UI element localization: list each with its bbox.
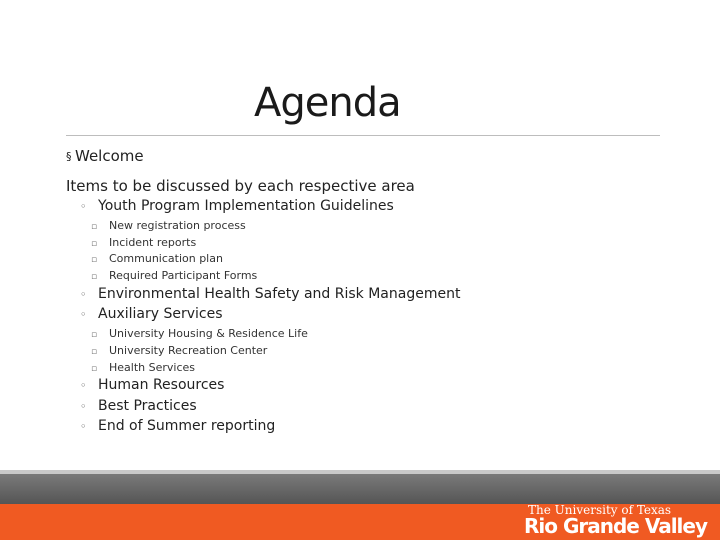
logo-line-campus: Rio Grande Valley: [524, 514, 708, 538]
title-divider: [66, 135, 660, 136]
agenda-item-best-practices: [80, 398, 197, 414]
bullet-icon: ◦: [80, 308, 87, 321]
bullet-icon: ◦: [80, 379, 87, 392]
intro-text: Items to be discussed by each respective area: [66, 177, 415, 195]
bullet-icon: ◦: [80, 420, 87, 433]
sub-item-health: [91, 361, 195, 374]
sub-bullet-icon: ▫: [91, 330, 98, 340]
sub-item-incident: [91, 236, 196, 249]
sub-bullet-icon: ▫: [91, 239, 98, 249]
sub-item-housing: [91, 327, 308, 340]
sub-item-communication: [91, 252, 223, 265]
sub-item-label: Communication plan: [109, 252, 223, 265]
agenda-item-hr: [80, 377, 224, 393]
agenda-item-label: Auxiliary Services: [98, 306, 223, 322]
bullet-icon: ◦: [80, 400, 87, 413]
agenda-item-label: Youth Program Implementation Guidelines: [98, 198, 394, 214]
agenda-item-label: Environmental Health Safety and Risk Management: [98, 286, 461, 302]
sub-item-label: Health Services: [109, 361, 196, 374]
slide-title: Agenda: [254, 80, 401, 126]
sub-item-label: University Housing & Residence Life: [109, 327, 308, 340]
sub-item-forms: [91, 269, 257, 282]
sub-item-recreation: [91, 344, 267, 357]
agenda-item-label: Human Resources: [98, 377, 225, 393]
sub-item-label: New registration process: [109, 219, 246, 232]
bullet-icon: ◦: [80, 288, 87, 301]
agenda-item-label: End of Summer reporting: [98, 418, 276, 434]
sub-bullet-icon: ▫: [91, 222, 98, 232]
agenda-item-label: Best Practices: [98, 398, 197, 414]
sub-bullet-icon: ▫: [91, 347, 98, 357]
logo-line-university: The University of Texas: [528, 503, 672, 517]
sub-bullet-icon: ▫: [91, 364, 98, 374]
sub-bullet-icon: ▫: [91, 272, 98, 282]
agenda-item-youth: [80, 198, 394, 214]
utrgv-logo: [520, 500, 720, 540]
section-bullet-icon: §: [66, 150, 72, 163]
welcome-item: [66, 147, 144, 165]
sub-item-label: Required Participant Forms: [109, 269, 258, 282]
sub-item-registration: [91, 219, 246, 232]
agenda-item-end-of-summer: [80, 418, 275, 434]
welcome-text: Welcome: [75, 147, 144, 165]
agenda-item-ehs: [80, 286, 460, 302]
sub-item-label: University Recreation Center: [109, 344, 268, 357]
sub-item-label: Incident reports: [109, 236, 197, 249]
agenda-item-auxiliary: [80, 306, 223, 322]
sub-bullet-icon: ▫: [91, 255, 98, 265]
bullet-icon: ◦: [80, 200, 87, 213]
